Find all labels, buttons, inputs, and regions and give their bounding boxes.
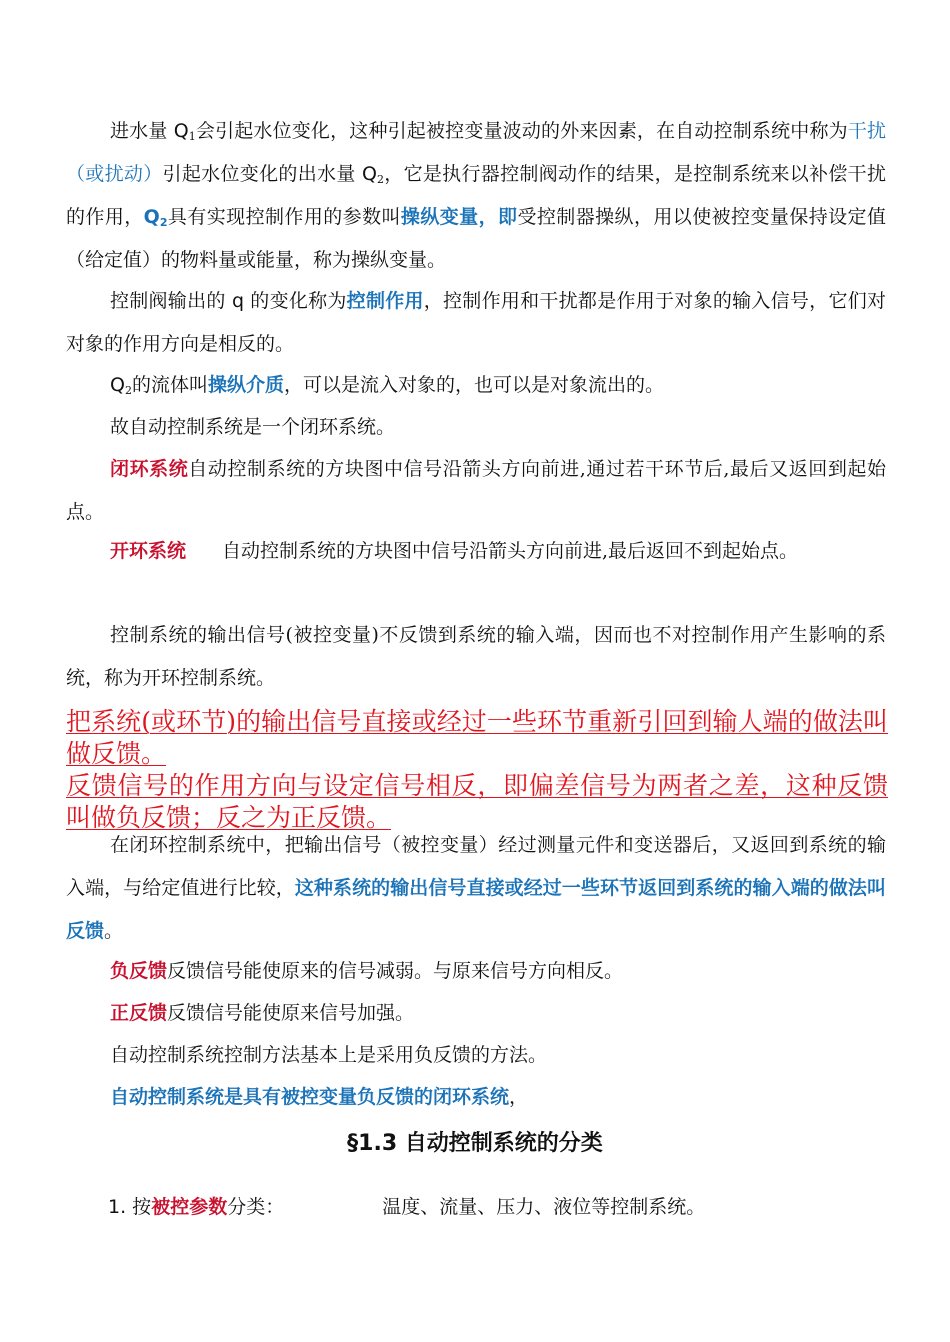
paragraph-manipulated-medium [66, 364, 886, 407]
highlight-feedback-definition: 把系统(或环节)的输出信号直接或经过一些环节重新引回到输人端的做法叫做反馈。 [66, 707, 888, 768]
text-segment: 的变化称为 [244, 290, 347, 312]
term-manipulated-variable: 操纵变量，即 [400, 206, 518, 228]
term-controlled-parameter: 被控参数 [151, 1196, 228, 1218]
term-manipulated-medium: 操纵介质 [207, 374, 284, 396]
symbol-q2-bold-subscript: 2 [159, 216, 168, 229]
term-conclusion: 自动控制系统是具有被控变量负反馈的闭环系统 [110, 1086, 510, 1108]
paragraph-closed-loop-definition [66, 448, 886, 534]
paragraph-conclusion [66, 1076, 886, 1119]
term-disturbance: 干扰（或扰动） [66, 120, 886, 185]
paragraph-disturbance [66, 110, 886, 282]
text-segment: ，它是执行器控制阀动作的结果，是控制系统来以补偿干扰的作用， [66, 163, 886, 228]
text-segment: ， [509, 1086, 529, 1108]
paragraph-negative-feedback-method [66, 1034, 886, 1077]
paragraph-positive-feedback [66, 992, 886, 1035]
section-heading: §1.3 自动控制系统的分类 [347, 1131, 603, 1156]
text-segment: 控制系统的输出信号(被控变量)不反馈到系统的输入端，因而也不对控制作用产生影响的系统，称为开环控制系统。 [66, 624, 886, 689]
text-segment: 故自动控制系统是一个闭环系统。 [110, 416, 396, 438]
term-closed-loop: 闭环系统 [110, 458, 189, 480]
symbol-q2-subscript: 2 [124, 384, 132, 397]
paragraph-open-loop-system [66, 614, 886, 700]
text-segment: 会引起水位变化，这种引起被控变量波动的外来因素，在自动控制系统中称为 [195, 120, 848, 142]
text-segment: 进水量 [110, 120, 174, 142]
symbol-q2: Q [361, 163, 377, 185]
text-segment: 分类： [227, 1196, 285, 1218]
paragraph-control-action [66, 280, 886, 366]
text-segment: 按 [132, 1196, 152, 1218]
term-negative-feedback: 负反馈 [110, 960, 168, 982]
paragraph-open-loop-definition [66, 530, 886, 573]
term-feedback: 这种系统的输出信号直接或经过一些环节返回到系统的输入端的做法叫反馈 [66, 877, 886, 942]
text-segment: 反馈信号能使原来信号加强。 [167, 1002, 415, 1024]
classification-item-1 [108, 1186, 888, 1229]
symbol-q1-subscript: 1 [188, 130, 196, 143]
text-segment: ，控制作用和干扰都是作用于对象的输入信号，它们对对象的作用方向是相反的。 [66, 290, 886, 355]
symbol-q: q [231, 290, 244, 312]
text-segment: ，可以是流入对象的，也可以是对象流出的。 [284, 374, 665, 396]
term-positive-feedback: 正反馈 [110, 1002, 168, 1024]
symbol-q1: Q [173, 120, 189, 142]
text-segment: 自动控制系统的方块图中信号沿箭头方向前进,最后返回不到起始点。 [222, 540, 799, 562]
paragraph-feedback [66, 824, 886, 953]
text-segment: 。 [104, 920, 124, 942]
text-segment: 自动控制系统的方块图中信号沿箭头方向前进,通过若干环节后,最后又返回到起始点。 [66, 458, 886, 523]
paragraph-negative-feedback [66, 950, 886, 993]
text-segment: 具有实现控制作用的参数叫 [167, 206, 401, 228]
text-segment: 自动控制系统控制方法基本上是采用负反馈的方法。 [110, 1044, 548, 1066]
text-segment: 温度、流量、压力、液位等控制系统。 [382, 1196, 706, 1218]
symbol-q2-subscript: 2 [376, 173, 384, 186]
symbol-q2: Q [110, 374, 125, 396]
text-segment: 受控制器操纵，用以使被控变量保持设定值（给定值）的物料量或能量，称为操纵变量。 [66, 206, 886, 271]
text-segment: 反馈信号能使原来的信号减弱。与原来信号方向相反。 [167, 960, 624, 982]
text-segment: 的流体叫 [131, 374, 208, 396]
paragraph-closed-loop-note [66, 406, 886, 449]
highlight-negative-feedback: 反馈信号的作用方向与设定信号相反，即偏差信号为两者之差，这种反馈叫做负反馈；反之为正反馈。 [66, 771, 888, 832]
text-segment: 引起水位变化的出水量 [162, 163, 362, 185]
symbol-q2-bold: Q [143, 206, 160, 228]
text-segment: 在闭环控制系统中，把输出信号（被控变量）经过测量元件和变送器后，又返回到系统的输入端，与给定值进行比较， [66, 834, 886, 899]
list-number: 1. [108, 1196, 133, 1218]
text-segment: 控制阀输出的 [110, 290, 232, 312]
term-open-loop: 开环系统 [110, 540, 187, 562]
term-control-action: 控制作用 [346, 290, 424, 312]
